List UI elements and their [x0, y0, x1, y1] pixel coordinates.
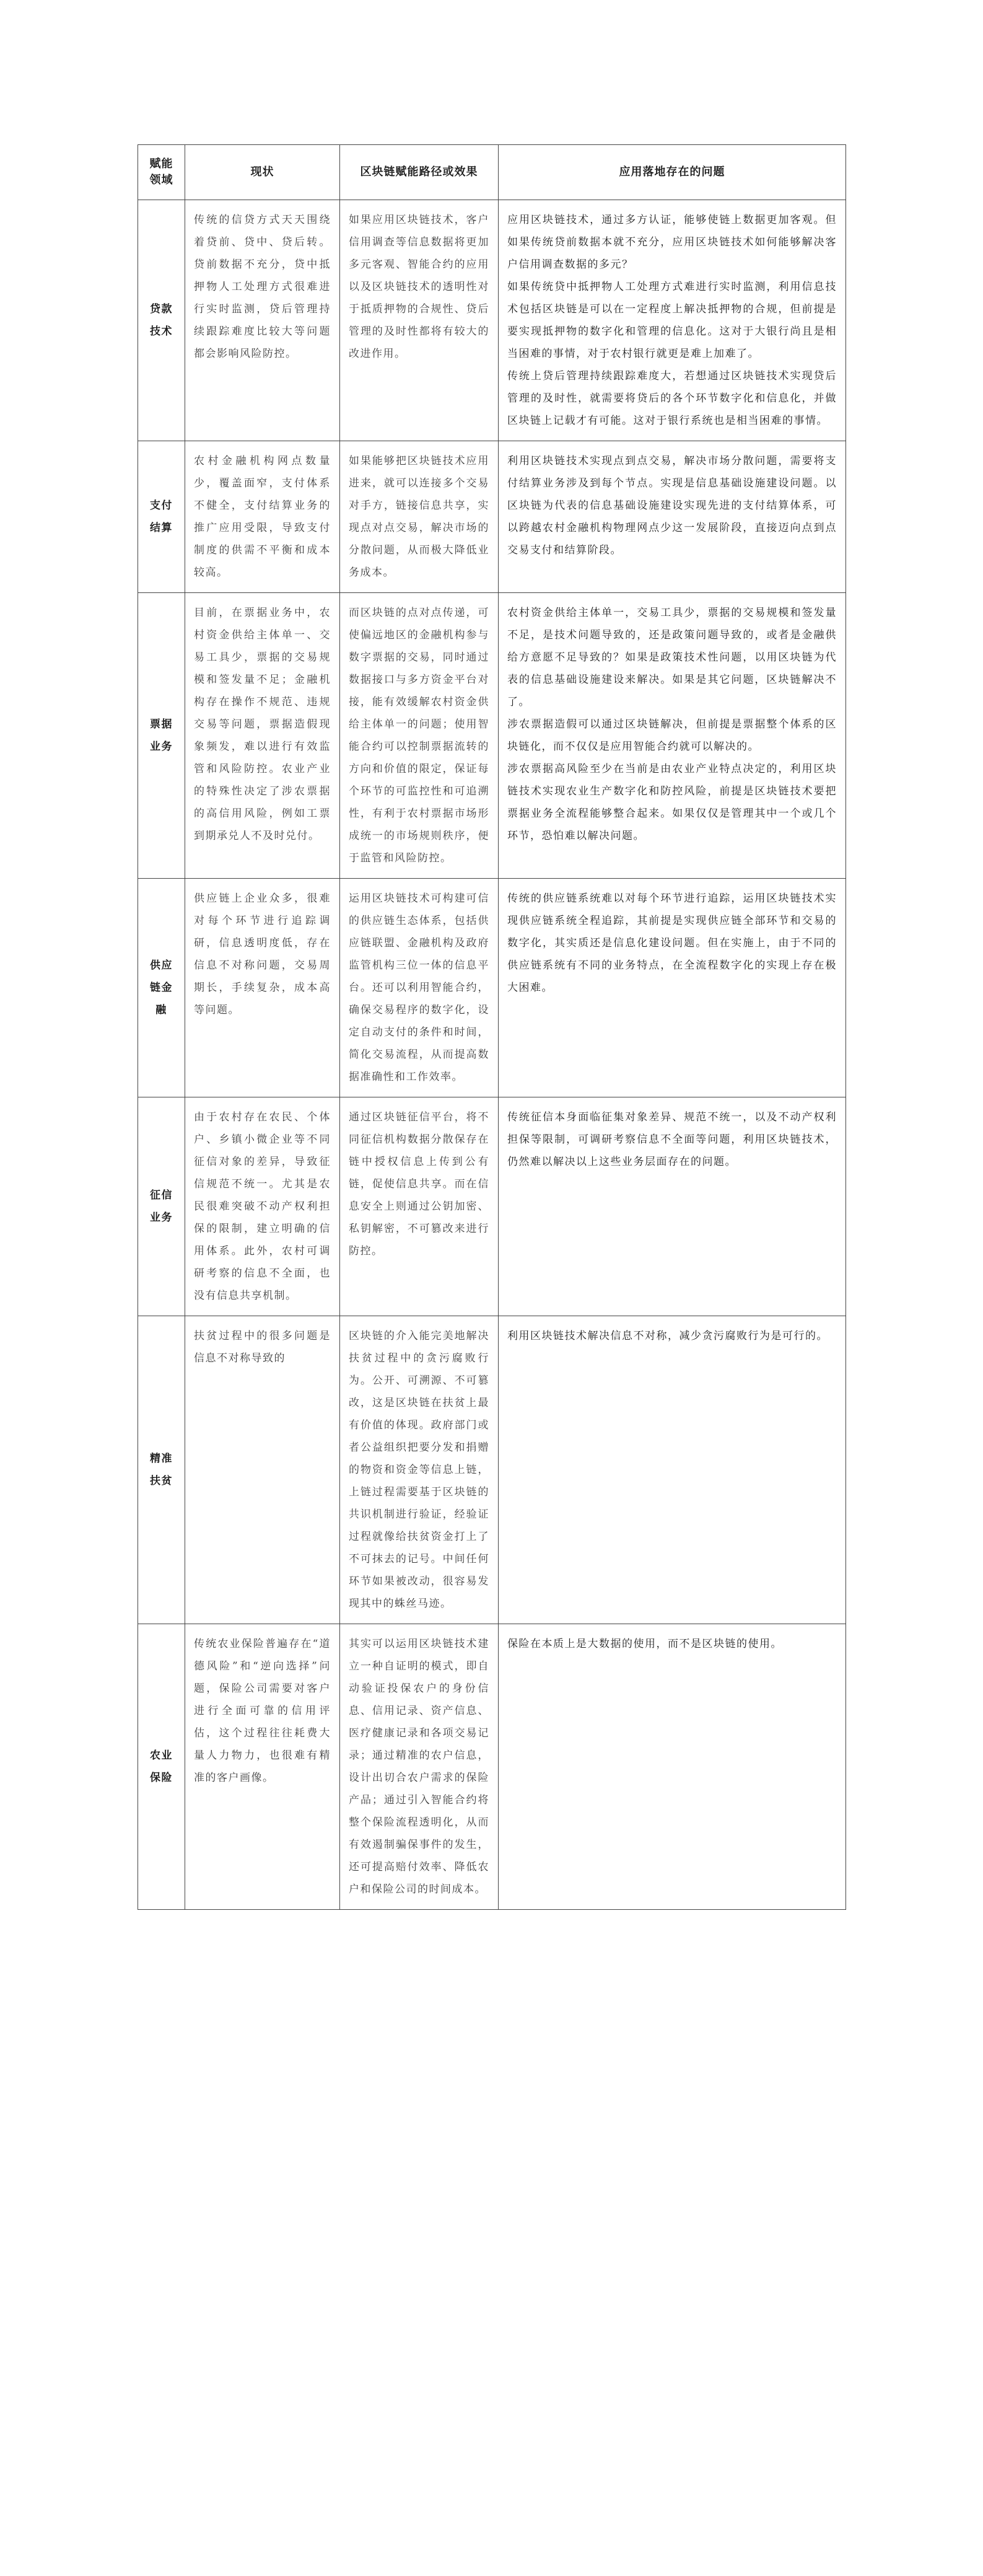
path-cell: 如果应用区块链技术，客户信用调查等信息数据将更加多元客观、智能合约的应用以及区块链技术的透明性对于抵质押物的合规性、贷后管理的及时性都将有较大的改进作用。 — [340, 200, 499, 441]
path-cell: 其实可以运用区块链技术建立一种自证明的模式，即自动验证投保农户的身份信息、信用记录、资产信息、医疗健康记录和各项交易记录；通过精准的农户信息，设计出切合农户需求的保险产品；通过引入智能合约将整个保险流程透明化，从而有效遏制骗保事件的发生，还可提高赔付效率、降低农户和保险公司的时间成本。 — [340, 1624, 499, 1910]
status-cell: 由于农村存在农民、个体户、乡镇小微企业等不同征信对象的差异，导致征信规范不统一。尤其是农民很难突破不动产权利担保的限制，建立明确的信用体系。此外，农村可调研考察的信息不全面，也没有信息共享机制。 — [185, 1097, 340, 1316]
header-status: 现状 — [185, 145, 340, 200]
table-row-poverty — [138, 1316, 846, 1624]
assessment-table — [138, 144, 846, 1910]
path-cell: 如果能够把区块链技术应用进来，就可以连接多个交易对手方，链接信息共享，实现点对点交易，解决市场的分散问题，从而极大降低业务成本。 — [340, 441, 499, 593]
issue-cell — [499, 879, 846, 1097]
status-cell: 农村金融机构网点数量少，覆盖面窄，支付体系不健全，支付结算业务的推广应用受限，导致支付制度的供需不平衡和成本较高。 — [185, 441, 340, 593]
header-blockchain-path: 区块链赋能路径或效果 — [340, 145, 499, 200]
table-row-bills — [138, 593, 846, 879]
path-cell: 区块链的介入能完美地解决扶贫过程中的贪污腐败行为。公开、可溯源、不可篡改，这是区块链在扶贫上最有价值的体现。政府部门或者公益组织把要分发和捐赠的物资和资金等信息上链，上链过程需要基于区块链的共识机制进行验证，经验证过程就像给扶贫资金打上了不可抹去的记号。中间任何环节如果被改动，很容易发现其中的蛛丝马迹。 — [340, 1316, 499, 1624]
table-row-credit — [138, 1097, 846, 1316]
header-empowerment-field: 赋能领域 — [138, 145, 185, 200]
path-cell: 运用区块链技术可构建可信的供应链生态体系，包括供应链联盟、金融机构及政府监管机构三位一体的信息平台。还可以利用智能合约，确保交易程序的数字化，设定自动支付的条件和时间，简化交易流程，从而提高数据准确性和工作效率。 — [340, 879, 499, 1097]
issue-paragraph: 应用区块链技术，通过多方认证，能够使链上数据更加客观。但如果传统贷前数据本就不充分，应用区块链技术如何能够解决客户信用调查数据的多元？ — [507, 214, 837, 271]
status-cell: 扶贫过程中的很多问题是信息不对称导致的 — [185, 1316, 340, 1624]
path-cell: 而区块链的点对点传递，可使偏远地区的金融机构参与数字票据的交易，同时通过数据接口与多方资金平台对接，能有效缓解农村资金供给主体单一的问题；使用智能合约可以控制票据流转的方向和价值的限定，保证每个环节的可监控性和可追溯性，有利于农村票据市场形成统一的市场规则秩序，便于监管和风险防控。 — [340, 593, 499, 879]
issue-paragraph: 传统的供应链系统难以对每个环节进行追踪，运用区块链技术实现供应链系统全程追踪，其前提是实现供应链全部环节和交易的数字化，其实质还是信息化建设问题。但在实施上，由于不同的供应链系统有不同的业务特点，在全流程数字化的实现上存在极大困难。 — [507, 892, 837, 994]
issue-cell — [499, 1624, 846, 1910]
issue-cell — [499, 1097, 846, 1316]
issue-paragraph: 保险在本质上是大数据的使用，而不是区块链的使用。 — [507, 1638, 782, 1650]
status-cell: 传统农业保险普遍存在“道德风险”和“逆向选择”问题，保险公司需要对客户进行全面可靠的信用评估，这个过程往往耗费大量人力物力，也很难有精准的客户画像。 — [185, 1624, 340, 1910]
issue-cell — [499, 593, 846, 879]
table-row-insurance — [138, 1624, 846, 1910]
status-cell: 目前，在票据业务中，农村资金供给主体单一、交易工具少，票据的交易规模和签发量不足；金融机构存在操作不规范、违规交易等问题，票据造假现象频发，难以进行有效监管和风险防控。农业产业的特殊性决定了涉农票据的高信用风险，例如工票到期承兑人不及时兑付。 — [185, 593, 340, 879]
category-cell: 贷款技术 — [138, 200, 185, 441]
category-cell: 支付结算 — [138, 441, 185, 593]
category-cell: 供应链金融 — [138, 879, 185, 1097]
issue-cell — [499, 200, 846, 441]
table-row-supply-chain — [138, 879, 846, 1097]
status-cell: 传统的信贷方式天天围绕着贷前、贷中、贷后转。贷前数据不充分，贷中抵押物人工处理方式很难进行实时监测，贷后管理持续跟踪难度比较大等问题都会影响风险防控。 — [185, 200, 340, 441]
issue-paragraph: 传统上贷后管理持续跟踪难度大，若想通过区块链技术实现贷后管理的及时性，就需要将贷后的各个环节数字化和信息化，并做区块链上记载才有可能。这对于银行系统也是相当困难的事情。 — [507, 370, 837, 427]
issue-paragraph: 传统征信本身面临征集对象差异、规范不统一，以及不动产权利担保等限制，可调研考察信息不全面等问题，利用区块链技术，仍然难以解决以上这些业务层面存在的问题。 — [507, 1111, 837, 1168]
header-issues: 应用落地存在的问题 — [499, 145, 846, 200]
issue-paragraph: 涉农票据造假可以通过区块链解决，但前提是票据整个体系的区块链化，而不仅仅是应用智能合约就可以解决的。 — [507, 718, 837, 753]
issue-paragraph: 涉农票据高风险至少在当前是由农业产业特点决定的，利用区块链技术实现农业生产数字化和防控风险，前提是区块链技术要把票据业务全流程能够整合起来。如果仅仅是管理其中一个或几个环节，恐怕难以解决问题。 — [507, 763, 837, 842]
category-cell: 农业保险 — [138, 1624, 185, 1910]
issue-paragraph: 利用区块链技术实现点到点交易，解决市场分散问题，需要将支付结算业务涉及到每个节点。实现是信息基础设施建设问题。以区块链为代表的信息基础设施建设实现先进的支付结算体系，可以跨越农村金融机构物理网点少这一发展阶段，直接迈向点到点交易支付和结算阶段。 — [507, 455, 837, 556]
category-cell: 票据业务 — [138, 593, 185, 879]
issue-cell — [499, 1316, 846, 1624]
table-header-row — [138, 145, 846, 200]
category-cell: 征信业务 — [138, 1097, 185, 1316]
issue-paragraph: 农村资金供给主体单一，交易工具少，票据的交易规模和签发量不足，是技术问题导致的，还是政策问题导致的，或者是金融供给方意愿不足导致的？如果是政策技术性问题，以用区块链为代表的信息基础设施建设来解决。如果是其它问题，区块链解决不了。 — [507, 607, 837, 708]
issue-paragraph: 利用区块链技术解决信息不对称，减少贪污腐败行为是可行的。 — [507, 1330, 828, 1342]
table-row-loan — [138, 200, 846, 441]
status-cell: 供应链上企业众多，很难对每个环节进行追踪调研，信息透明度低，存在信息不对称问题，交易周期长，手续复杂，成本高等问题。 — [185, 879, 340, 1097]
issue-cell — [499, 441, 846, 593]
issue-paragraph: 如果传统贷中抵押物人工处理方式难进行实时监测，利用信息技术包括区块链是可以在一定程度上解决抵押物的合规，但前提是要实现抵押物的数字化和管理的信息化。这对于大银行尚且是相当困难的事情，对于农村银行就更是难上加难了。 — [507, 281, 837, 360]
category-cell: 精准扶贫 — [138, 1316, 185, 1624]
path-cell: 通过区块链征信平台，将不同征信机构数据分散保存在链中授权信息上传到公有链，促使信息共享。而在信息安全上则通过公钥加密、私钥解密，不可篡改来进行防控。 — [340, 1097, 499, 1316]
table-row-payment — [138, 441, 846, 593]
